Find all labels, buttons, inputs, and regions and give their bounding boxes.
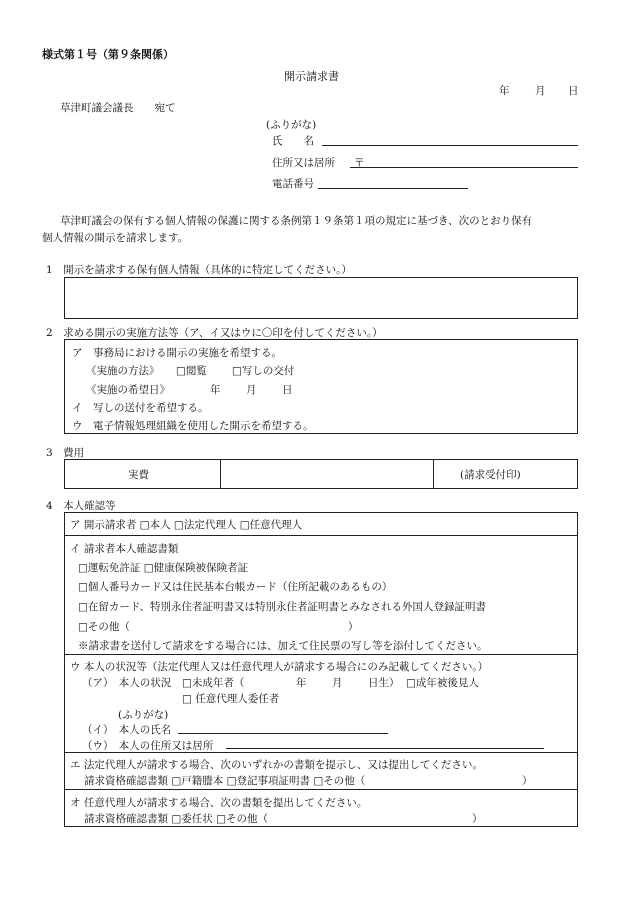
option-i: イ 写しの送付を希望する。 — [72, 402, 209, 414]
voluntary-agent-principal-checkbox[interactable]: □ 任意代理人委任者 — [182, 693, 280, 705]
divider — [64, 535, 578, 536]
id-doc-other-close: ） — [348, 621, 359, 633]
desired-date-label: 《実施の希望日》 — [86, 384, 170, 396]
page-title: 開示請求書 — [284, 70, 339, 83]
postal-mark: 〒 — [354, 157, 365, 169]
principal-name-label: （イ） 本人の氏名 — [82, 724, 172, 736]
fee-amount-field[interactable] — [226, 463, 428, 485]
requester-phone-field[interactable] — [318, 188, 468, 189]
desired-date-year: 年 — [210, 384, 221, 396]
id-doc-mynumber[interactable]: □個人番号カード又は住民基本台帳カード（住所記載のあるもの） — [78, 581, 393, 593]
receipt-stamp-label: (請求受付印) — [460, 469, 521, 481]
method-view-checkbox[interactable]: □閲覧 — [176, 365, 207, 377]
date-month: 月 — [535, 85, 546, 97]
divider — [64, 654, 578, 655]
id-doc-license-insurance[interactable]: □運転免許証 □健康保険被保険者証 — [78, 562, 249, 574]
fee-actual-cost: 実費 — [128, 469, 149, 481]
section-4-heading: 4 本人確認等 — [46, 500, 116, 512]
adult-guardianship-checkbox[interactable]: □成年被後見人 — [406, 677, 479, 689]
minor-birth-year: 年 — [296, 677, 307, 689]
fee-divider-2 — [433, 459, 434, 489]
principal-status-title: ウ 本人の状況等（法定代理人又は任意代理人が請求する場合にのみ記載してください。） — [70, 661, 489, 673]
section-1-heading: 1 開示を請求する保有個人情報（具体的に特定してください。） — [46, 264, 352, 276]
legal-agent-title: エ 法定代理人が請求する場合、次のいずれかの書類を提示し、又は提出してください。 — [70, 759, 483, 771]
voluntary-agent-docs-close: ） — [472, 813, 483, 825]
voluntary-agent-title: オ 任意代理人が請求する場合、次の書類を提出してください。 — [70, 797, 368, 809]
requester-name-label: 氏 名 — [272, 135, 314, 147]
section-3-heading: 3 費用 — [46, 447, 85, 459]
section-1-textbox[interactable] — [64, 277, 578, 319]
legal-agent-docs[interactable]: 請求資格確認書類 □戸籍謄本 □登記事項証明書 □その他（ — [84, 775, 366, 787]
mail-note: ※請求書を送付して請求をする場合には、加えて住民票の写し等を添付してください。 — [78, 640, 488, 652]
requester-address-field[interactable] — [350, 167, 578, 168]
requester-phone-label: 電話番号 — [272, 178, 314, 190]
minor-birth-day: 日生） — [368, 677, 400, 689]
principal-address-field[interactable] — [226, 748, 544, 749]
method-copy-checkbox[interactable]: □写しの交付 — [232, 365, 295, 377]
requester-furigana: (ふりがな) — [266, 119, 317, 131]
requester-type: ア 開示請求者 □本人 □法定代理人 □任意代理人 — [70, 519, 303, 531]
date-year: 年 — [499, 85, 510, 97]
addressee: 草津町議会議長 宛て — [60, 102, 176, 114]
principal-status-label: （ア） 本人の状況 — [82, 677, 172, 689]
principal-name-field[interactable] — [178, 733, 388, 734]
principal-address-label: （ウ） 本人の住所又は居所 — [82, 740, 214, 752]
method-label: 《実施の方法》 — [86, 365, 160, 377]
desired-date-month: 月 — [246, 384, 257, 396]
legal-agent-docs-close: ） — [522, 775, 533, 787]
principal-furigana: (ふりがな) — [118, 709, 169, 721]
id-docs-title: イ 請求者本人確認書類 — [70, 543, 179, 555]
section-2-heading: 2 求める開示の実施方法等（ア、イ又はウに〇印を付してください。） — [46, 327, 383, 339]
minor-checkbox[interactable]: □未成年者（ — [182, 677, 245, 689]
requester-address-label: 住所又は居所 — [272, 157, 335, 169]
form-number: 様式第１号（第９条関係） — [42, 48, 174, 61]
intro-line-1: 草津町議会の保有する個人情報の保護に関する条例第１９条第１項の規定に基づき、次のとおり保有 — [60, 215, 533, 227]
option-u: ウ 電子情報処理組織を使用した開示を希望する。 — [72, 420, 314, 432]
minor-birth-month: 月 — [332, 677, 343, 689]
intro-line-2: 個人情報の開示を請求します。 — [42, 232, 189, 244]
voluntary-agent-docs[interactable]: 請求資格確認書類 □委任状 □その他（ — [84, 813, 269, 825]
id-doc-other[interactable]: □その他（ — [78, 621, 130, 633]
date-day: 日 — [568, 85, 579, 97]
desired-date-day: 日 — [282, 384, 293, 396]
divider — [64, 789, 578, 790]
fee-divider-1 — [220, 459, 221, 489]
id-doc-residence-card[interactable]: □在留カード、特別永住者証明書又は特別永住者証明書とみなされる外国人登録証明書 — [78, 601, 486, 613]
option-a: ア 事務局における開示の実施を希望する。 — [72, 347, 282, 359]
requester-name-field[interactable] — [322, 145, 578, 146]
